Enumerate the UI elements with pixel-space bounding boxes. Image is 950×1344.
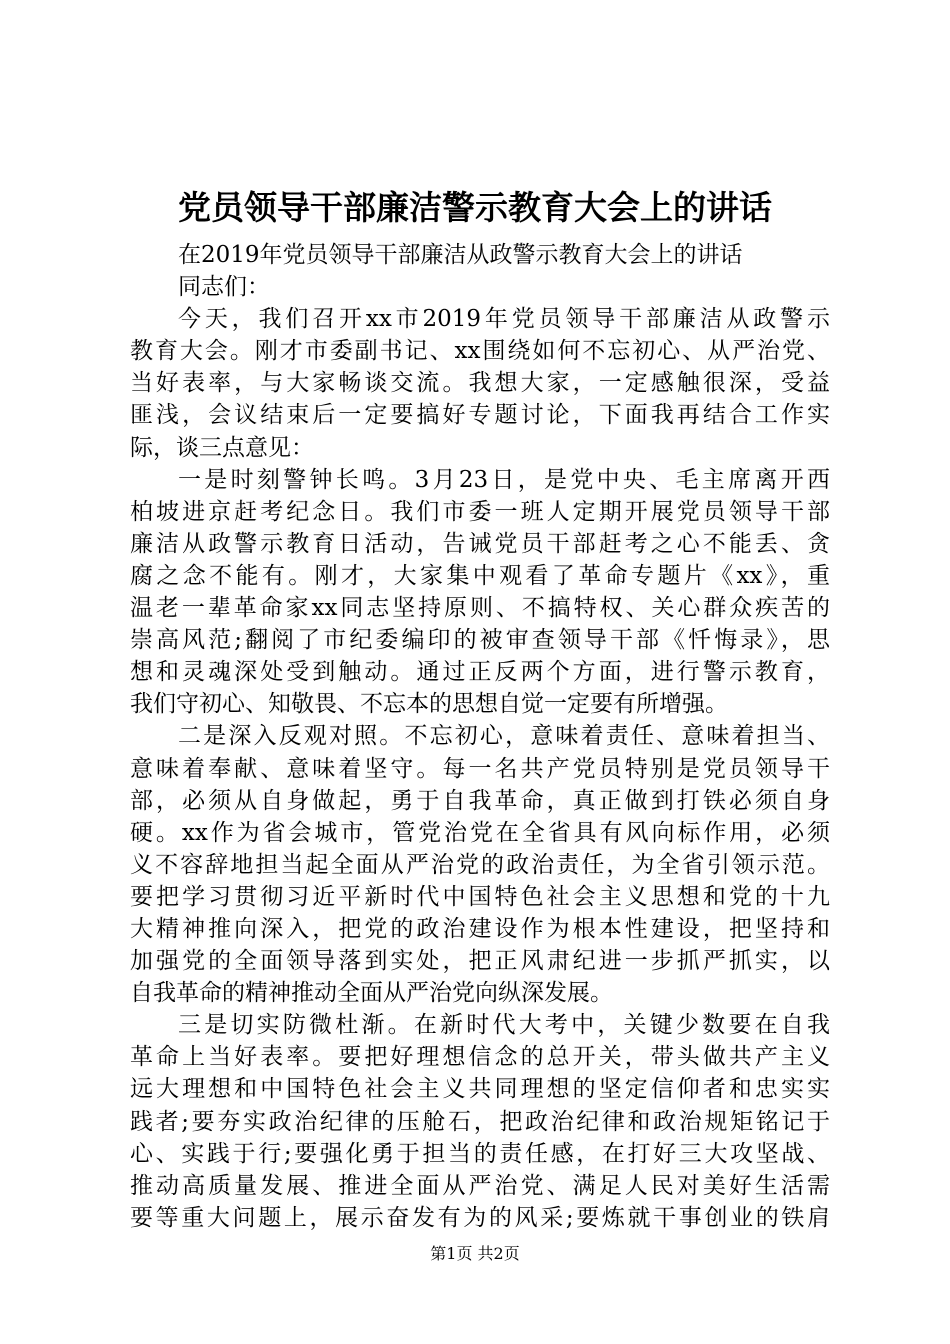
text-line: 心、实践于行;要强化勇于担当的责任感，在打好三大攻坚战、 bbox=[130, 1140, 830, 1167]
document-body bbox=[130, 239, 830, 1234]
text-line: 柏坡进京赶考纪念日。我们市委一班人定期开展党员领导干部 bbox=[130, 498, 830, 525]
text-line: 一是时刻警钟长鸣。3月23日，是党中央、毛主席离开西 bbox=[178, 466, 830, 493]
text-line: 要等重大问题上，展示奋发有为的风采;要炼就干事创业的铁肩 bbox=[130, 1204, 830, 1231]
text-line: 部，必须从自身做起，勇于自我革命，真正做到打铁必须自身 bbox=[130, 787, 830, 814]
text-line: 想和灵魂深处受到触动。通过正反两个方面，进行警示教育， bbox=[130, 659, 830, 686]
text-line: 腐之念不能有。刚才，大家集中观看了革命专题片《xx》，重 bbox=[130, 562, 830, 589]
text-line: 革命上当好表率。要把好理想信念的总开关，带头做共产主义 bbox=[130, 1044, 830, 1071]
text-line: 今天，我们召开xx市2019年党员领导干部廉洁从政警示 bbox=[178, 306, 830, 333]
text-line: 要把学习贯彻习近平新时代中国特色社会主义思想和党的十九 bbox=[130, 883, 830, 910]
page-footer: 第1页 共2页 bbox=[430, 1244, 520, 1263]
document-title: 党员领导干部廉洁警示教育大会上的讲话 bbox=[178, 188, 772, 227]
text-line: 我们守初心、知敬畏、不忘本的思想自觉一定要有所增强。 bbox=[130, 691, 728, 718]
text-line: 意味着奉献、意味着坚守。每一名共产党员特别是党员领导干 bbox=[130, 755, 830, 782]
text-line: 二是深入反观对照。不忘初心，意味着责任、意味着担当、 bbox=[178, 723, 830, 750]
text-line: 在2019年党员领导干部廉洁从政警示教育大会上的讲话 bbox=[178, 242, 743, 268]
text-line: 当好表率，与大家畅谈交流。我想大家，一定感触很深，受益 bbox=[130, 370, 830, 397]
text-line: 践者;要夯实政治纪律的压舱石，把政治纪律和政治规矩铭记于 bbox=[130, 1108, 830, 1135]
text-line: 大精神推向深入，把党的政治建设作为根本性建设，把坚持和 bbox=[130, 915, 830, 942]
text-line: 际，谈三点意见： bbox=[130, 434, 314, 461]
text-line: 硬。xx作为省会城市，管党治党在全省具有风向标作用，必须 bbox=[130, 819, 830, 846]
text-line: 三是切实防微杜渐。在新时代大考中，关键少数要在自我 bbox=[178, 1012, 830, 1039]
text-line: 远大理想和中国特色社会主义共同理想的坚定信仰者和忠实实 bbox=[130, 1076, 830, 1103]
text-line: 廉洁从政警示教育日活动，告诫党员干部赶考之心不能丢、贪 bbox=[130, 530, 830, 557]
text-line: 自我革命的精神推动全面从严治党向纵深发展。 bbox=[130, 980, 613, 1007]
text-line: 温老一辈革命家xx同志坚持原则、不搞特权、关心群众疾苦的 bbox=[130, 595, 830, 622]
text-line: 匪浅，会议结束后一定要搞好专题讨论，下面我再结合工作实 bbox=[130, 402, 830, 429]
text-line: 加强党的全面领导落到实处，把正风肃纪进一步抓严抓实，以 bbox=[130, 948, 830, 975]
text-line: 同志们： bbox=[178, 274, 270, 301]
text-line: 崇高风范;翻阅了市纪委编印的被审查领导干部《忏悔录》，思 bbox=[130, 627, 830, 654]
text-line: 推动高质量发展、推进全面从严治党、满足人民对美好生活需 bbox=[130, 1172, 830, 1199]
text-line: 义不容辞地担当起全面从严治党的政治责任，为全省引领示范。 bbox=[130, 851, 830, 878]
text-line: 教育大会。刚才市委副书记、xx围绕如何不忘初心、从严治党、 bbox=[130, 338, 830, 365]
